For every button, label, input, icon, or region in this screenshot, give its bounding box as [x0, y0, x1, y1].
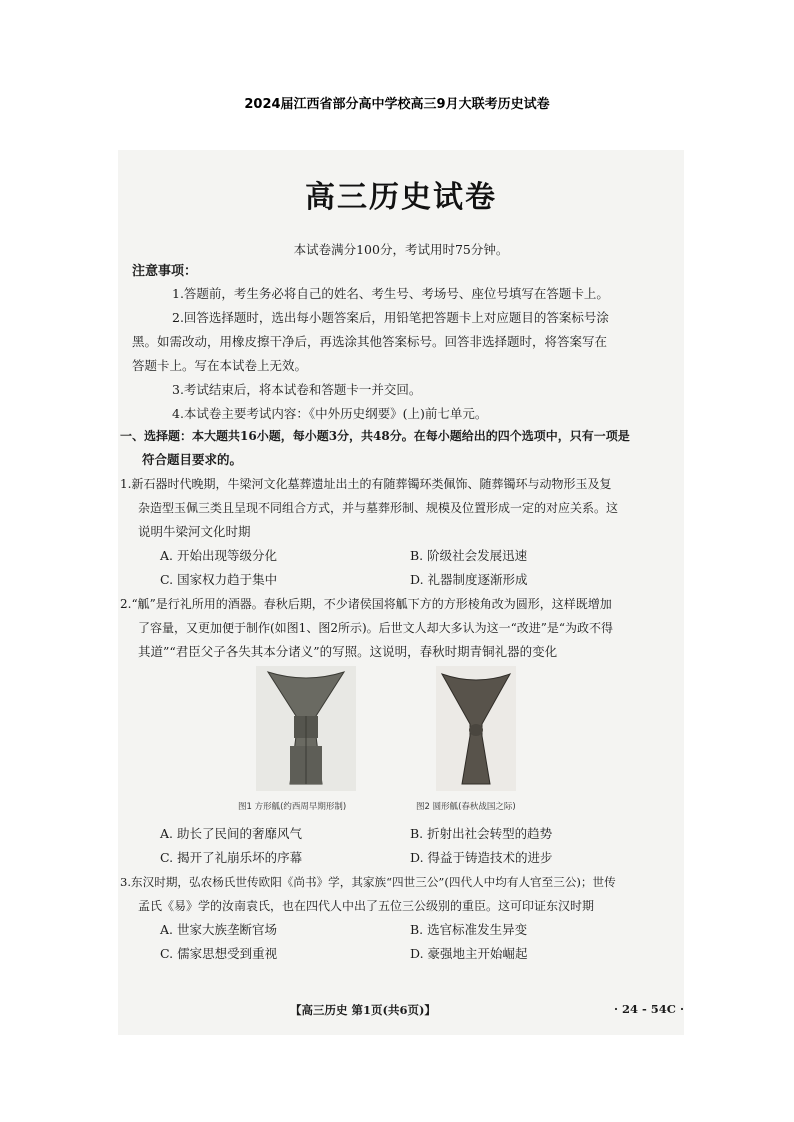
question-1: [120, 472, 680, 544]
notice-item: 答题卡上。写在本试卷上无效。: [132, 358, 308, 373]
question-3: [120, 870, 680, 918]
question-line: 孟氏《易》学的汝南袁氏，也在四代人中出了五位三公级别的重臣。这可印证东汉时期: [138, 899, 595, 913]
option-c: C. 国家权力趋于集中: [160, 572, 278, 587]
document-header: 2024届江西省部分高中学校高三9月大联考历史试卷: [244, 97, 550, 112]
question-line: 2.“觚”是行礼所用的酒器。春秋后期，不少诸侯国将觚下方的方形棱角改为圆形，这样既增加: [120, 597, 612, 611]
scanned-page: [118, 150, 684, 1035]
option-c: C. 揭开了礼崩乐坏的序幕: [160, 850, 303, 865]
question-line: 了容量，又更加便于制作(如图1、图2所示)。后世文人却大多认为这一“改进”是“为政不得: [138, 621, 614, 635]
exam-code: · 24 - 54C ·: [614, 1002, 684, 1016]
figure-2-caption: 图2 圆形觚(春秋战国之际): [416, 802, 516, 812]
option-b: B. 阶级社会发展迅速: [410, 548, 528, 563]
page-title: 高三历史试卷: [305, 180, 497, 215]
question-line: 说明牛梁河文化时期: [138, 524, 251, 539]
option-b: B. 折射出社会转型的趋势: [410, 826, 553, 841]
section-heading-line: 一、选择题：本大题共16小题，每小题3分，共48分。在每小题给出的四个选项中，只有一项是: [120, 429, 630, 443]
round-gu-photo: [436, 666, 516, 791]
option-b: B. 选官标准发生异变: [410, 922, 528, 937]
figure-area: [238, 660, 578, 820]
question-line: 1.新石器时代晚期，牛梁河文化墓葬遗址出土的有随葬镯环类佩饰、随葬镯环与动物形玉及复: [120, 477, 612, 491]
exam-info: 本试卷满分100分，考试用时75分钟。: [293, 242, 509, 257]
notice-list: [132, 282, 672, 426]
option-a: A. 助长了民间的奢靡风气: [160, 826, 302, 841]
option-d: D. 礼器制度逐渐形成: [410, 572, 528, 587]
question-line: 3.东汉时期，弘农杨氏世传欧阳《尚书》学，其家族“四世三公”(四代人中均有人官至三公)；世传: [120, 875, 616, 889]
page-footer: 【高三历史 第1页(共6页)】: [290, 1003, 436, 1017]
option-d: D. 得益于铸造技术的进步: [410, 850, 553, 865]
figure-1-caption: 图1 方形觚(约西周早期形制): [238, 802, 347, 812]
question-2-options: [160, 822, 660, 870]
option-c: C. 儒家思想受到重视: [160, 946, 278, 961]
option-d: D. 豪强地主开始崛起: [410, 946, 528, 961]
section-heading: [120, 424, 680, 472]
question-2: [120, 592, 680, 664]
question-line: 杂造型玉佩三类且呈现不同组合方式，并与墓葬形制、规模及位置形成一定的对应关系。这: [138, 501, 619, 515]
notice-item: 4.本试卷主要考试内容：《中外历史纲要》(上)前七单元。: [172, 406, 488, 421]
option-a: A. 开始出现等级分化: [160, 548, 277, 563]
question-line: 其道”“君臣父子各失其本分诸义”的写照。这说明，春秋时期青铜礼器的变化: [138, 644, 558, 659]
notice-item: 1.答题前，考生务必将自己的姓名、考生号、考场号、座位号填写在答题卡上。: [172, 286, 609, 301]
notice-item: 2.回答选择题时，选出每小题答案后，用铅笔把答题卡上对应题目的答案标号涂: [172, 310, 609, 325]
notice-title: 注意事项：: [132, 264, 198, 279]
question-3-options: [160, 918, 660, 966]
notice-item: 黑。如需改动，用橡皮擦干净后，再选涂其他答案标号。回答非选择题时，将答案写在: [132, 334, 608, 349]
section-heading-line: 符合题目要求的。: [142, 452, 243, 467]
option-a: A. 世家大族垄断官场: [160, 922, 277, 937]
question-1-options: [160, 544, 660, 592]
square-gu-photo: [256, 666, 356, 791]
notice-item: 3.考试结束后，将本试卷和答题卡一并交回。: [172, 382, 422, 397]
